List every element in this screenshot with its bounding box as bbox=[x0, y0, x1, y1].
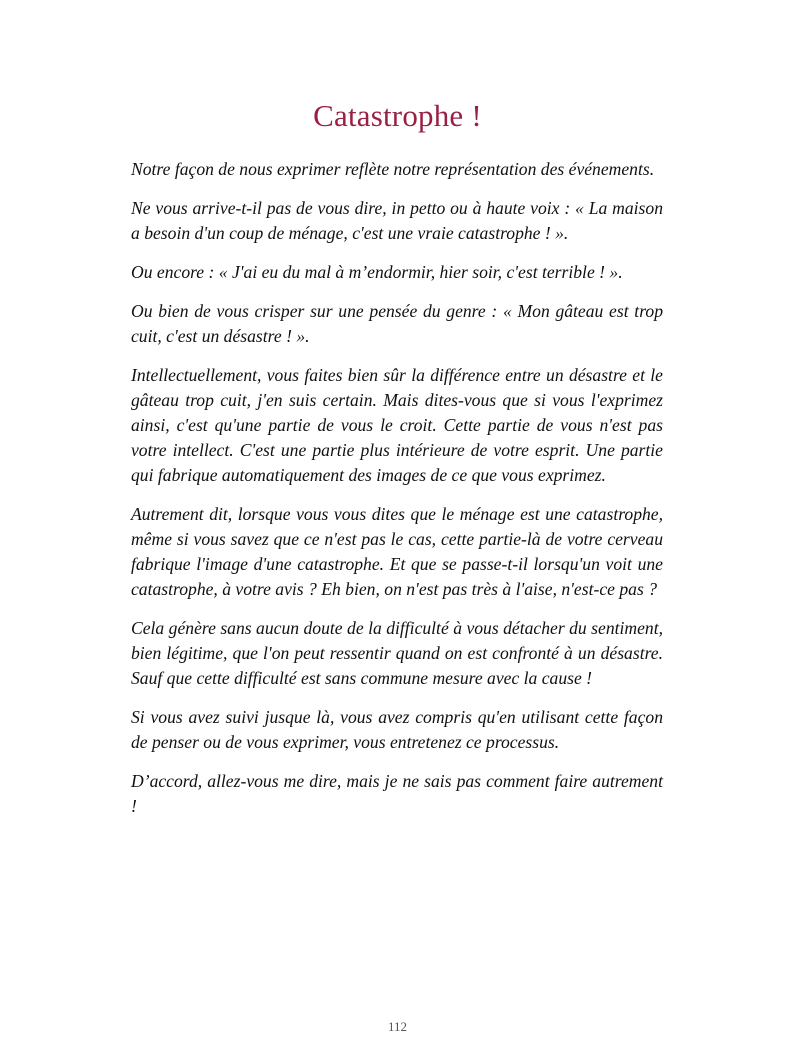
paragraph: Ou bien de vous crisper sur une pensée du genre : « Mon gâteau est trop cuit, c'est un désastre ! ». bbox=[131, 301, 663, 346]
paragraph: Intellectuellement, vous faites bien sûr la différence entre un désastre et le gâteau trop cuit, j'en suis certain. Mais dites-vous que si vous l'exprimez ainsi, c'est qu'une partie de vous le croit. Cette partie de vous n'est pas votre intellect. C'est une partie plus intérieure de votre esprit. Une partie qui fabrique automatiquement des images de ce que vous exprimez. bbox=[131, 365, 663, 485]
chapter-title: Catastrophe ! bbox=[313, 98, 482, 133]
paragraph: Notre façon de nous exprimer reflète notre représentation des événements. bbox=[131, 159, 655, 179]
paragraph: Ne vous arrive-t-il pas de vous dire, in petto ou à haute voix : « La maison a besoin d'un coup de ménage, c'est une vraie catastrophe ! ». bbox=[131, 198, 663, 243]
page-number: 112 bbox=[387, 1019, 408, 1034]
paragraph: D’accord, allez-vous me dire, mais je ne sais pas comment faire autrement ! bbox=[131, 771, 663, 816]
paragraph: Ou encore : « J'ai eu du mal à m’endormir, hier soir, c'est terrible ! ». bbox=[131, 262, 623, 282]
paragraph: Autrement dit, lorsque vous vous dites que le ménage est une catastrophe, même si vous savez que ce n'est pas le cas, cette partie-là de votre cerveau fabrique l'image d'une catastrophe. Et que se passe-t-il lorsqu'un voit une catastrophe, à votre avis ? Eh bien, on n'est pas très à l'aise, n'est-ce pas ? bbox=[131, 504, 663, 599]
chapter-body bbox=[131, 157, 663, 833]
paragraph: Cela génère sans aucun doute de la difficulté à vous détacher du sentiment, bien légitime, que l'on peut ressentir quand on est confronté à un désastre. Sauf que cette difficulté est sans commune mesure avec la cause ! bbox=[131, 618, 663, 688]
paragraph: Si vous avez suivi jusque là, vous avez compris qu'en utilisant cette façon de penser ou de vous exprimer, vous entretenez ce processus. bbox=[131, 707, 663, 752]
